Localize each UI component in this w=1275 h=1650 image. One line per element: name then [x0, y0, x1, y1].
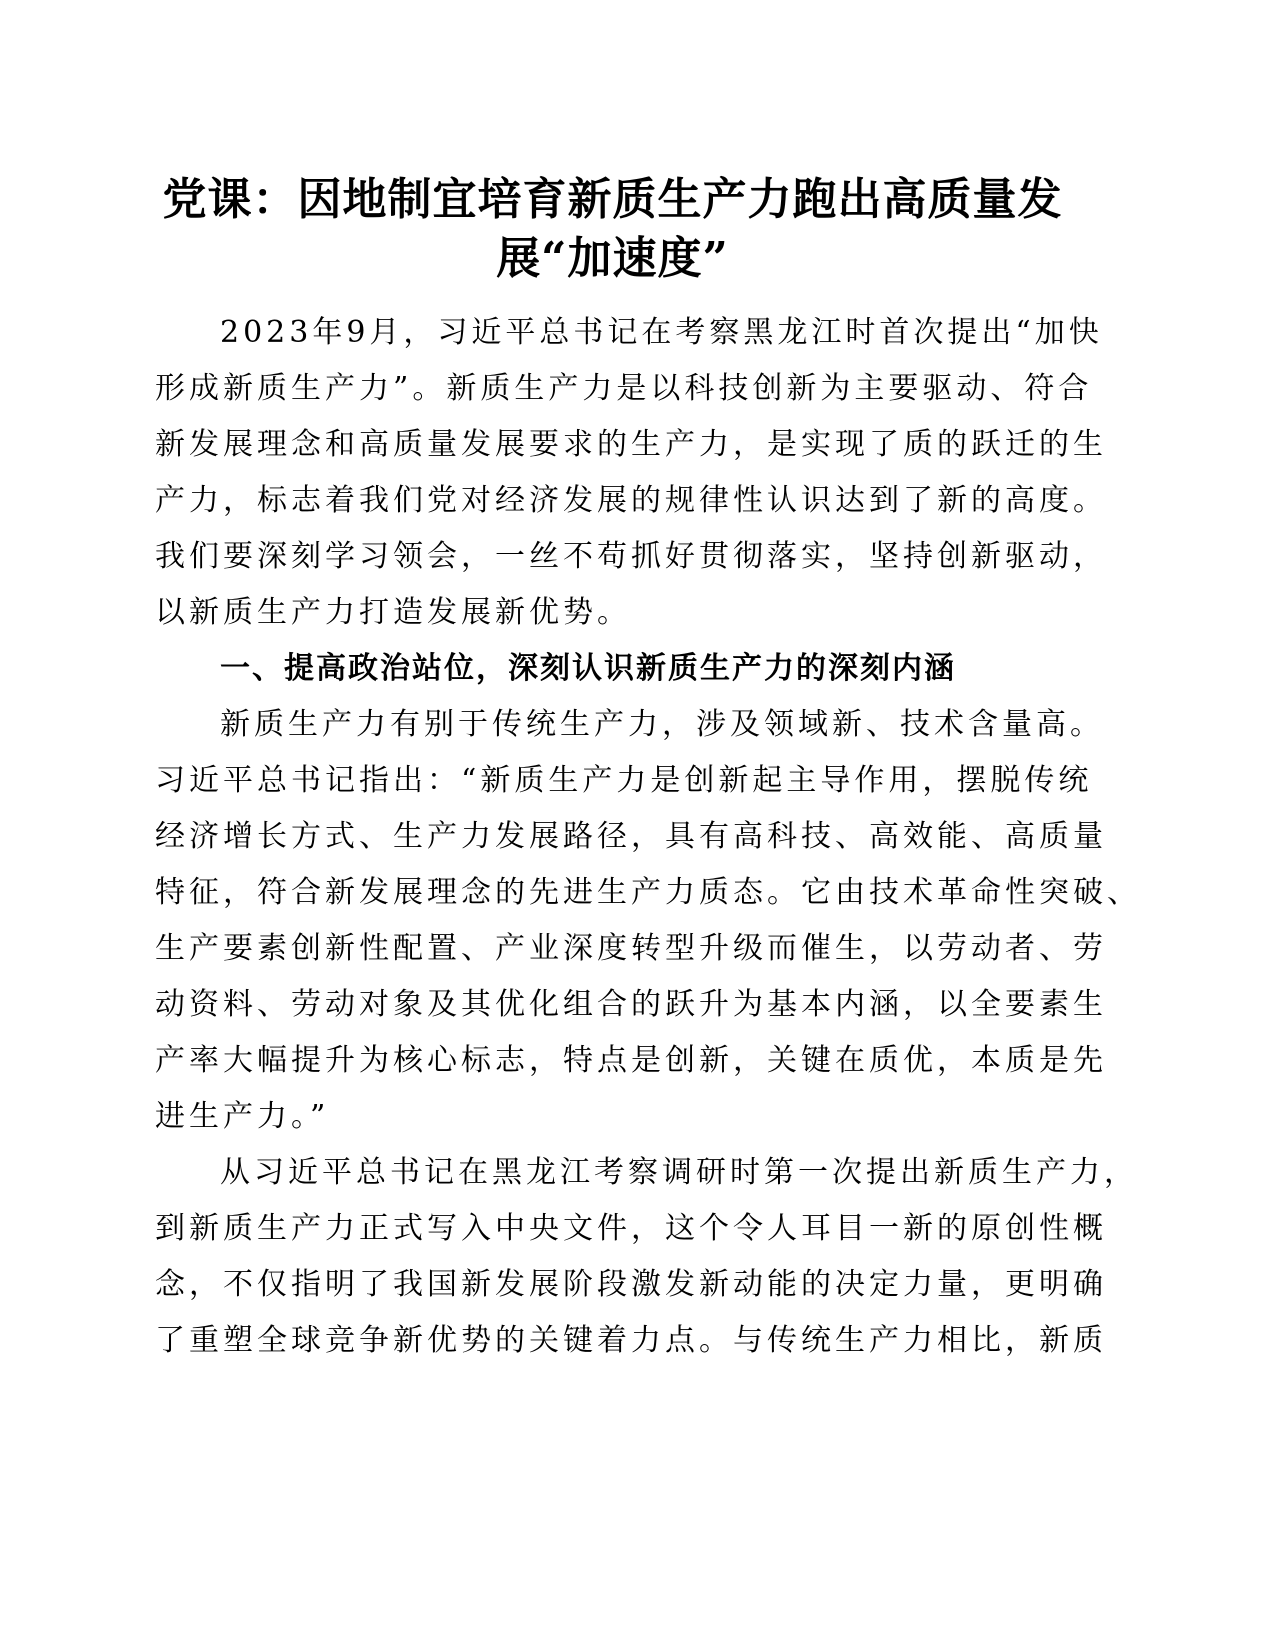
- paragraph-2-line-5: 生产要素创新性配置、产业深度转型升级而催生，以劳动者、劳: [155, 931, 1107, 966]
- paragraph-3-line-3: 念，不仅指明了我国新发展阶段激发新动能的决定力量，更明确: [155, 1267, 1107, 1302]
- paragraph-2-line-3: 经济增长方式、生产力发展路径，具有高科技、高效能、高质量: [155, 819, 1107, 854]
- paragraph-2-line-8: 进生产力。”: [155, 1099, 330, 1134]
- paragraph-1-line-3: 新发展理念和高质量发展要求的生产力，是实现了质的跃迁的生: [155, 427, 1107, 462]
- paragraph-1-line-5: 我们要深刻学习领会，一丝不苟抓好贯彻落实，坚持创新驱动，: [155, 539, 1107, 574]
- paragraph-1-line-6: 以新质生产力打造发展新优势。: [155, 595, 631, 630]
- section-heading-1: 一、提高政治站位，深刻认识新质生产力的深刻内涵: [220, 651, 956, 686]
- paragraph-2-line-2: 习近平总书记指出：“新质生产力是创新起主导作用，摆脱传统: [155, 763, 1093, 798]
- paragraph-1-line-4: 产力，标志着我们党对经济发展的规律性认识达到了新的高度。: [155, 483, 1107, 518]
- paragraph-2-line-7: 产率大幅提升为核心标志，特点是创新，关键在质优，本质是先: [155, 1043, 1107, 1078]
- document-title-line-1: 党课：因地制宜培育新质生产力跑出高质量发: [162, 174, 1063, 225]
- paragraph-2-line-1: 新质生产力有别于传统生产力，涉及领域新、技术含量高。: [220, 707, 1104, 742]
- paragraph-3-line-2: 到新质生产力正式写入中央文件，这个令人耳目一新的原创性概: [155, 1211, 1107, 1246]
- paragraph-3-line-1: 从习近平总书记在黑龙江考察调研时第一次提出新质生产力，: [220, 1155, 1138, 1190]
- paragraph-3-line-4: 了重塑全球竞争新优势的关键着力点。与传统生产力相比，新质: [155, 1323, 1107, 1358]
- paragraph-1-line-2: 形成新质生产力”。新质生产力是以科技创新为主要驱动、符合: [155, 371, 1093, 406]
- paragraph-2-line-6: 动资料、劳动对象及其优化组合的跃升为基本内涵，以全要素生: [155, 987, 1107, 1022]
- document-title-line-2: 展“加速度”: [496, 233, 729, 284]
- paragraph-1-line-1: 2023年9月，习近平总书记在考察黑龙江时首次提出“加快: [220, 315, 1103, 350]
- paragraph-2-line-4: 特征，符合新发展理念的先进生产力质态。它由技术革命性突破、: [155, 875, 1141, 910]
